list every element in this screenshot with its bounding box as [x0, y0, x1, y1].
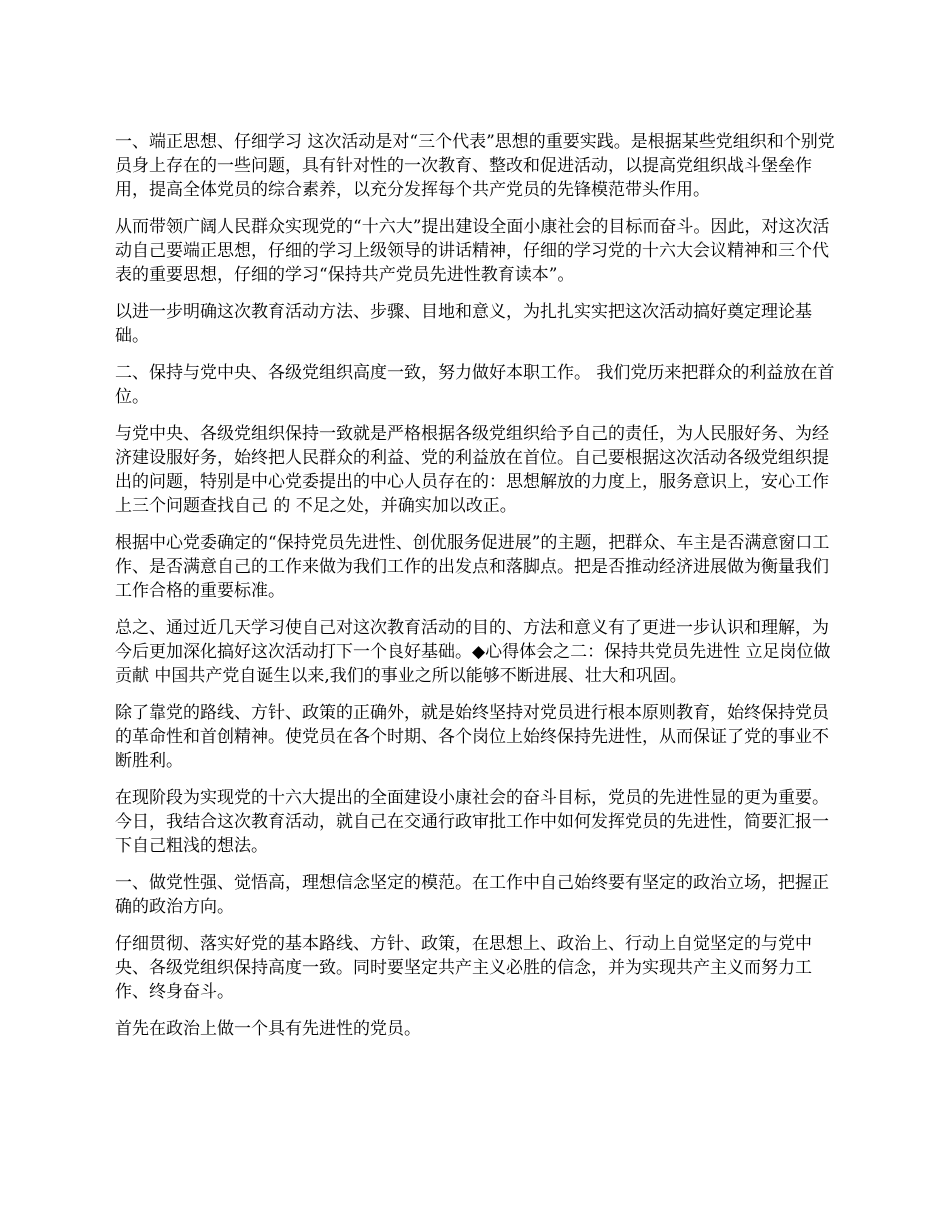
paragraph: 总之、通过近几天学习使自己对这次教育活动的目的、方法和意义有了更进一步认识和理解，为今后更加深化搞好这次活动打下一个良好基础。◆心得体会之二：保持共党员先进性 立足岗位做贡献 中国共产党自诞生以来,我们的事业之所以能够不断进展、壮大和巩固。 — [115, 618, 831, 686]
paragraph: 根据中心党委确定的“保持党员先进性、创优服务促进展”的主题，把群众、车主是否满意窗口工作、是否满意自己的工作来做为我们工作的出发点和落脚点。把是否推动经济进展做为衡量我们工作合格的重要标准。 — [115, 533, 830, 601]
paragraph: 首先在政治上做一个具有先进性的党员。 — [115, 1019, 421, 1039]
paragraph: 一、端正思想、仔细学习 这次活动是对“三个代表”思想的重要实践。是根据某些党组织和个别党员身上存在的一些问题，具有针对性的一次教育、整改和促进活动，以提高党组织战斗堡垒作用，提高全体党员的综合素养，以充分发挥每个共产党员的先锋模范带头作用。 — [115, 132, 835, 200]
paragraph: 一、做党性强、觉悟高，理想信念坚定的模范。在工作中自己始终要有坚定的政治立场，把握正确的政治方向。 — [115, 873, 829, 917]
paragraph: 从而带领广阔人民群众实现党的“十六大”提出建设全面小康社会的目标而奋斗。因此，对这次活动自己要端正思想，仔细的学习上级领导的讲话精神，仔细的学习党的十六大会议精神和三个代表的重要思想，仔细的学习“保持共产党员先进性教育读本”。 — [115, 217, 830, 285]
paragraph: 在现阶段为实现党的十六大提出的全面建设小康社会的奋斗目标，党员的先进性显的更为重要。今日，我结合这次教育活动，就自己在交通行政审批工作中如何发挥党员的先进性，简要汇报一下自己粗浅的想法。 — [115, 788, 829, 856]
paragraph: 除了靠党的路线、方针、政策的正确外，就是始终坚持对党员进行根本原则教育，始终保持党员的革命性和首创精神。使党员在各个时期、各个岗位上始终保持先进性，从而保证了党的事业不断胜利。 — [115, 703, 829, 771]
paragraph: 仔细贯彻、落实好党的基本路线、方针、政策，在思想上、政治上、行动上自觉坚定的与党中央、各级党组织保持高度一致。同时要坚定共产主义必胜的信念，并为实现共产主义而努力工作、终身奋斗。 — [115, 934, 812, 1002]
document-body — [115, 130, 840, 1054]
paragraph: 以进一步明确这次教育活动方法、步骤、目地和意义，为扎扎实实把这次活动搞好奠定理论基础。 — [115, 302, 812, 346]
paragraph: 二、保持与党中央、各级党组织高度一致，努力做好本职工作。 我们党历来把群众的利益放在首位。 — [115, 363, 835, 407]
paragraph: 与党中央、各级党组织保持一致就是严格根据各级党组织给予自己的责任，为人民服好务、为经济建设服好务，始终把人民群众的利益、党的利益放在首位。自己要根据这次活动各级党组织提出的问题，特别是中心党委提出的中心人员存在的：思想解放的力度上，服务意识上，安心工作上三个问题查找自己 的 不足之处，并确实加以改正。 — [115, 424, 829, 516]
